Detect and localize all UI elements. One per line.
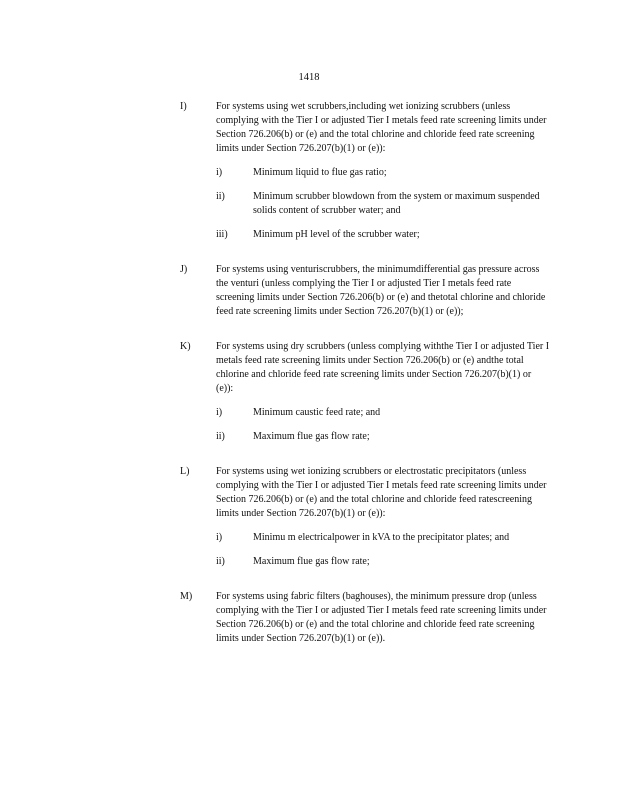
sub-item-text: Minimum caustic feed rate; and bbox=[253, 407, 381, 418]
sub-item bbox=[216, 190, 550, 218]
list-item bbox=[180, 100, 550, 252]
document-body bbox=[180, 100, 550, 667]
sub-item-text: Minimum scrubber blowdown from the system or maximum suspended solids content of scrubber water; and bbox=[253, 191, 540, 216]
sub-item-label: iii) bbox=[216, 229, 228, 240]
item-label: K) bbox=[180, 341, 191, 352]
page-number: 1418 bbox=[298, 72, 320, 83]
item-label: J) bbox=[180, 264, 188, 275]
sub-item-label: i) bbox=[216, 532, 223, 543]
sub-item-label: i) bbox=[216, 167, 223, 178]
item-paragraph: For systems using wet scrubbers,including wet ionizing scrubbers (unless complying with the Tier I or adjusted Tier I metals feed rate screening limits under Section 726.206(b) or (e) and the total chlorine and chloride feed rate screening limits under Section 726.207(b)(1) or (e)): bbox=[216, 101, 547, 154]
item-label: L) bbox=[180, 466, 190, 477]
sub-item bbox=[216, 166, 550, 180]
sub-item bbox=[216, 406, 550, 420]
sub-item-label: ii) bbox=[216, 191, 225, 202]
item-body bbox=[216, 100, 550, 252]
item-paragraph: For systems using dry scrubbers (unless complying withthe Tier I or adjusted Tier I metals feed rate screening limits under Section 726.206(b) or (e) andthe total chlorine and chloride feed rate screening limits under Section 726.207(b)(1) or (e)): bbox=[216, 341, 550, 394]
list-item bbox=[180, 340, 550, 454]
item-body bbox=[216, 263, 550, 329]
list-item bbox=[180, 263, 550, 329]
item-label: M) bbox=[180, 591, 193, 602]
list-item bbox=[180, 590, 550, 656]
sub-item-text: Minimum pH level of the scrubber water; bbox=[253, 229, 420, 240]
item-body bbox=[216, 590, 550, 656]
sub-item-text: Maximum flue gas flow rate; bbox=[253, 431, 370, 442]
list-item bbox=[180, 465, 550, 579]
sub-item-text: Maximum flue gas flow rate; bbox=[253, 556, 370, 567]
sub-item bbox=[216, 531, 550, 545]
item-paragraph: For systems using venturiscrubbers, the minimumdifferential gas pressure across the venturi (unless complying the Tier I or adjusted Tier I metals feed rate screening limits under Section 726.206(b) or (e) and thetotal chlorine and chloride feed rate screening limits under Section 726.207(b)(1) or (e)); bbox=[216, 264, 546, 317]
sub-item bbox=[216, 430, 550, 444]
item-body bbox=[216, 340, 550, 454]
sub-item-label: i) bbox=[216, 407, 223, 418]
sub-item bbox=[216, 228, 550, 242]
item-body bbox=[216, 465, 550, 579]
item-label: I) bbox=[180, 101, 187, 112]
sub-item-text: Minimu m electricalpower in kVA to the precipitator plates; and bbox=[253, 532, 510, 543]
item-paragraph: For systems using wet ionizing scrubbers or electrostatic precipitators (unless complying with the Tier I or adjusted Tier I metals feed rate screening limits under Section 726.206(b) or (e) and the total chlorine and chloride feed ratescreening limits under Section 726.207(b)(1) or (e)): bbox=[216, 466, 547, 519]
item-paragraph: For systems using fabric filters (baghouses), the minimum pressure drop (unless complying with the Tier I or adjusted Tier I metals feed rate screening limits under Section 726.206(b) or (e) and the total chlorine and chloride feed rate screening limits under Section 726.207(b)(1) or (e)). bbox=[216, 591, 547, 644]
sub-item-label: ii) bbox=[216, 556, 225, 567]
sub-item bbox=[216, 555, 550, 569]
sub-item-text: Minimum liquid to flue gas ratio; bbox=[253, 167, 387, 178]
sub-item-label: ii) bbox=[216, 431, 225, 442]
